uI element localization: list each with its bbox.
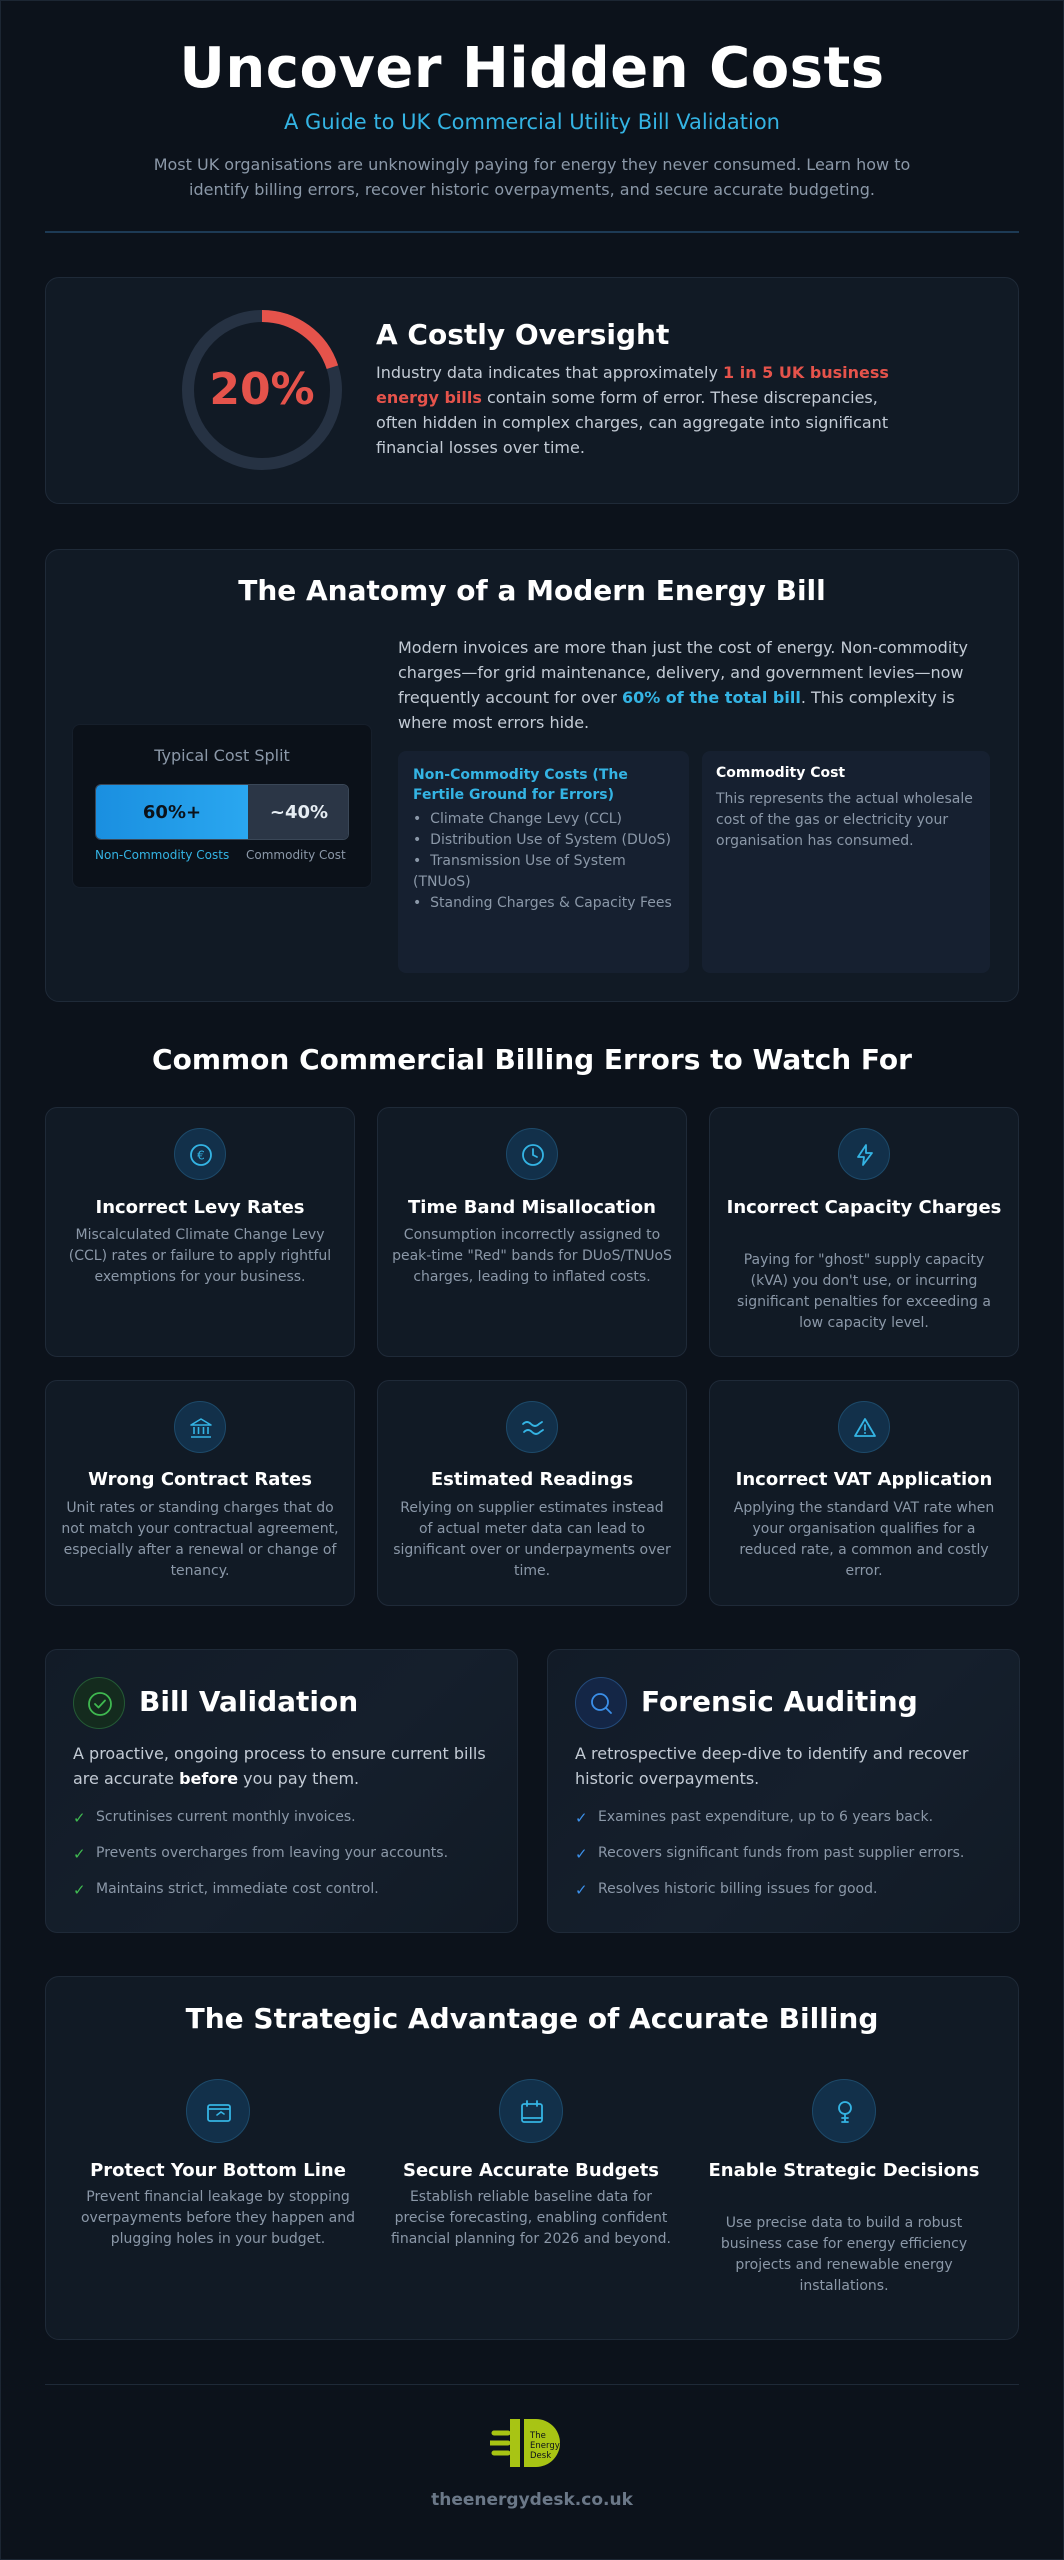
page-title: Uncover Hidden Costs bbox=[179, 36, 885, 101]
legend-commodity: Commodity Cost bbox=[246, 848, 346, 862]
wave-icon bbox=[506, 1401, 558, 1453]
wallet-icon bbox=[186, 2079, 250, 2143]
page-intro: Most UK organisations are unknowingly paying for energy they never consumed. Learn how to identify billing errors, recover historic overpayments, and secure accurate budgeting. bbox=[153, 155, 911, 199]
advantage-item-title: Protect Your Bottom Line bbox=[90, 2160, 346, 2181]
advantage-item-title: Enable Strategic Decisions bbox=[708, 2160, 980, 2181]
lightbulb-icon bbox=[812, 2079, 876, 2143]
commodity-text: This represents the actual wholesale cost of the gas or electricity your organisation has consumed. bbox=[716, 791, 973, 849]
warning-icon bbox=[838, 1401, 890, 1453]
legend-noncommodity: Non-Commodity Costs bbox=[95, 848, 230, 862]
svg-text:Energy: Energy bbox=[530, 2441, 560, 2451]
error-desc: Consumption incorrectly assigned to peak-time "Red" bands for DUoS/TNUoS charges, leading to inflated costs. bbox=[392, 1227, 672, 1285]
list-item: • Transmission Use of System (TNUoS) bbox=[413, 853, 626, 890]
error-desc: Unit rates or standing charges that do not match your contractual agreement, especially after a renewal or change of tenancy. bbox=[61, 1500, 339, 1579]
header-divider bbox=[45, 231, 1019, 233]
error-desc: Miscalculated Climate Change Levy (CCL) rates or failure to apply rightful exemptions for your business. bbox=[68, 1227, 332, 1285]
svg-text:Desk: Desk bbox=[530, 2451, 552, 2461]
service-item: Prevents overcharges from leaving your accounts. bbox=[96, 1845, 449, 1861]
service-desc: A proactive, ongoing process to ensure current bills are accurate before you pay them. bbox=[73, 1744, 486, 1788]
bar-commodity: ~40% bbox=[248, 785, 349, 839]
anatomy-text: Modern invoices are more than just the cost of energy. Non-commodity charges—for grid maintenance, delivery, and government levies—now frequently account for over 60% of the total bill. This complexity is where most errors hide. bbox=[398, 638, 969, 732]
oversight-highlight: 1 in 5 UK business energy bills bbox=[376, 363, 889, 407]
service-title: Forensic Auditing bbox=[641, 1685, 918, 1718]
list-item: • Distribution Use of System (DUoS) bbox=[413, 832, 671, 848]
service-item: Scrutinises current monthly invoices. bbox=[96, 1809, 356, 1825]
bar-noncommodity: 60%+ bbox=[96, 785, 248, 839]
oversight-title: A Costly Oversight bbox=[376, 318, 670, 351]
error-title: Incorrect Capacity Charges bbox=[726, 1197, 1002, 1218]
energy-desk-logo bbox=[490, 2415, 574, 2471]
commodity-title: Commodity Cost bbox=[716, 765, 846, 781]
page-subtitle: A Guide to UK Commercial Utility Bill Validation bbox=[284, 110, 780, 134]
bank-icon bbox=[174, 1401, 226, 1453]
errors-title: Common Commercial Billing Errors to Watch For bbox=[152, 1043, 912, 1076]
anatomy-highlight: 60% of the total bill bbox=[621, 688, 801, 707]
advantage-item-title: Secure Accurate Budgets bbox=[402, 2160, 660, 2181]
error-desc: Paying for "ghost" supply capacity (kVA) you don't use, or incurring significant penalties for exceeding a low capacity level. bbox=[737, 1252, 991, 1331]
svg-text:The: The bbox=[530, 2431, 546, 2441]
svg-text:€: € bbox=[197, 1148, 205, 1163]
euro-icon bbox=[174, 1128, 226, 1180]
error-title: Incorrect Levy Rates bbox=[95, 1197, 305, 1218]
advantage-item-desc: Prevent financial leakage by stopping overpayments before they happen and plugging holes in your budget. bbox=[80, 2189, 356, 2247]
check-icon: ✓ bbox=[575, 1809, 588, 1827]
oversight-text: Industry data indicates that approximately 1 in 5 UK business energy bills contain some form of error. These discrepancies, often hidden in complex charges, can aggregate into significant financial losses over time. bbox=[376, 363, 889, 457]
check-icon: ✓ bbox=[575, 1845, 588, 1863]
service-item: Maintains strict, immediate cost control. bbox=[96, 1881, 379, 1897]
service-item: Examines past expenditure, up to 6 years back. bbox=[598, 1809, 934, 1825]
error-title: Incorrect VAT Application bbox=[735, 1469, 993, 1490]
calendar-icon bbox=[499, 2079, 563, 2143]
check-circle-icon bbox=[73, 1677, 125, 1729]
list-item: • Climate Change Levy (CCL) bbox=[413, 811, 623, 827]
footer-url[interactable]: theenergydesk.co.uk bbox=[431, 2490, 633, 2510]
check-icon: ✓ bbox=[73, 1881, 86, 1899]
footer-divider bbox=[45, 2384, 1019, 2385]
cost-split-bar bbox=[95, 784, 349, 840]
advantage-title: The Strategic Advantage of Accurate Billing bbox=[185, 2002, 879, 2035]
check-icon: ✓ bbox=[575, 1881, 588, 1899]
error-desc: Relying on supplier estimates instead of actual meter data can lead to significant over or underpayments over time. bbox=[393, 1500, 671, 1579]
error-desc: Applying the standard VAT rate when your organisation qualifies for a reduced rate, a common and costly error. bbox=[733, 1500, 995, 1579]
noncommodity-list bbox=[413, 809, 683, 914]
advantage-item-desc: Use precise data to build a robust business case for energy efficiency projects and renewable energy installations. bbox=[720, 2215, 968, 2294]
error-title: Estimated Readings bbox=[430, 1469, 634, 1490]
anatomy-title: The Anatomy of a Modern Energy Bill bbox=[238, 574, 826, 607]
magnifier-icon bbox=[575, 1677, 627, 1729]
service-title: Bill Validation bbox=[139, 1685, 359, 1718]
error-title: Wrong Contract Rates bbox=[88, 1469, 312, 1490]
check-icon: ✓ bbox=[73, 1809, 86, 1827]
advantage-item-desc: Establish reliable baseline data for precise forecasting, enabling confident financial planning for 2026 and beyond. bbox=[391, 2189, 671, 2247]
check-icon: ✓ bbox=[73, 1845, 86, 1863]
error-title: Time Band Misallocation bbox=[408, 1197, 656, 1218]
list-item: • Standing Charges & Capacity Fees bbox=[413, 895, 672, 911]
cost-split-caption: Typical Cost Split bbox=[154, 746, 290, 765]
service-desc: A retrospective deep-dive to identify and recover historic overpayments. bbox=[575, 1744, 969, 1788]
clock-icon bbox=[506, 1128, 558, 1180]
commodity-card bbox=[702, 751, 990, 973]
lightning-icon bbox=[838, 1128, 890, 1180]
stat-value: 20% bbox=[209, 364, 315, 415]
service-item: Resolves historic billing issues for good. bbox=[598, 1881, 878, 1897]
noncommodity-title: Non-Commodity Costs (The Fertile Ground for Errors) bbox=[413, 767, 628, 803]
service-item: Recovers significant funds from past supplier errors. bbox=[598, 1845, 965, 1861]
